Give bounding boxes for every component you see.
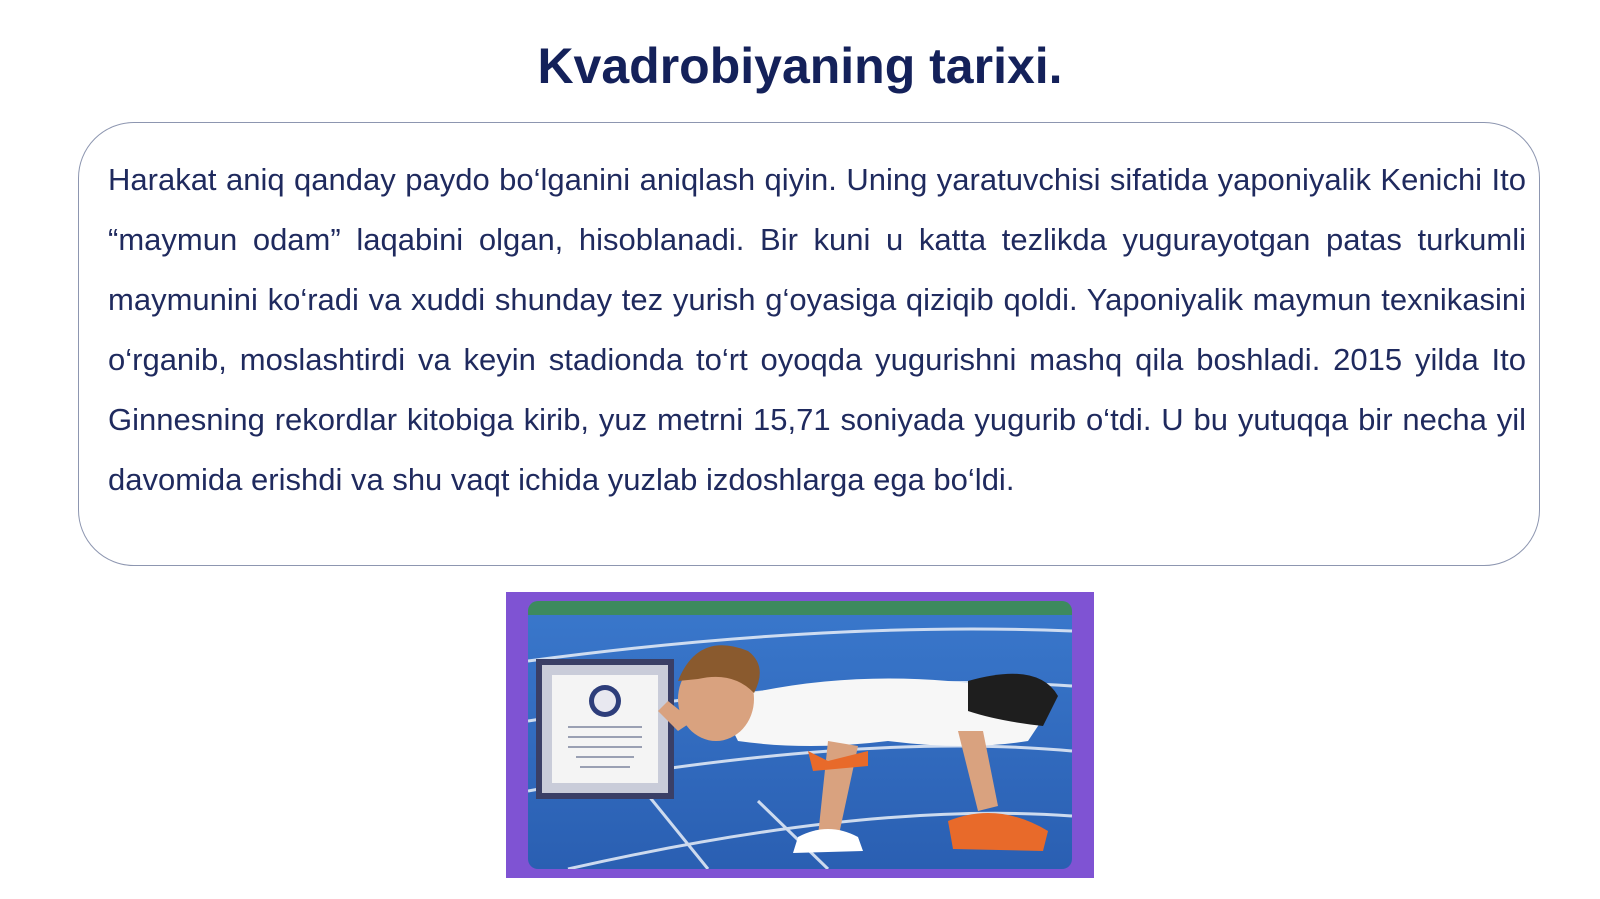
photo-frame: [506, 592, 1094, 878]
certificate: [536, 659, 674, 799]
record-photo: [528, 601, 1072, 869]
slide-title: Kvadrobiyaning tarixi.: [537, 38, 1063, 94]
body-paragraph: Harakat aniq qanday paydo bo‘lganini aniqlash qiyin. Uning yaratuvchisi sifatida yaponiyalik Kenichi Ito “maymun odam” laqabini olgan, hisoblanadi. Bir kuni u katta tezlikda yugurayotgan patas turkumli maymunini ko‘radi va xuddi shunday tez yurish g‘oyasiga qiziqib qoldi. Yaponiyalik maymun texnikasini o‘rganib, moslashtirdi va keyin stadionda to‘rt oyoqda yugurishni mashq qila boshladi. 2015 yilda Ito Ginnesning rekordlar kitobiga kirib, yuz metrni 15,71 soniyada yugurib o‘tdi. U bu yutuqqa bir necha yil davomida erishdi va shu vaqt ichida yuzlab izdoshlarga ega bo‘ldi.: [108, 162, 1526, 497]
